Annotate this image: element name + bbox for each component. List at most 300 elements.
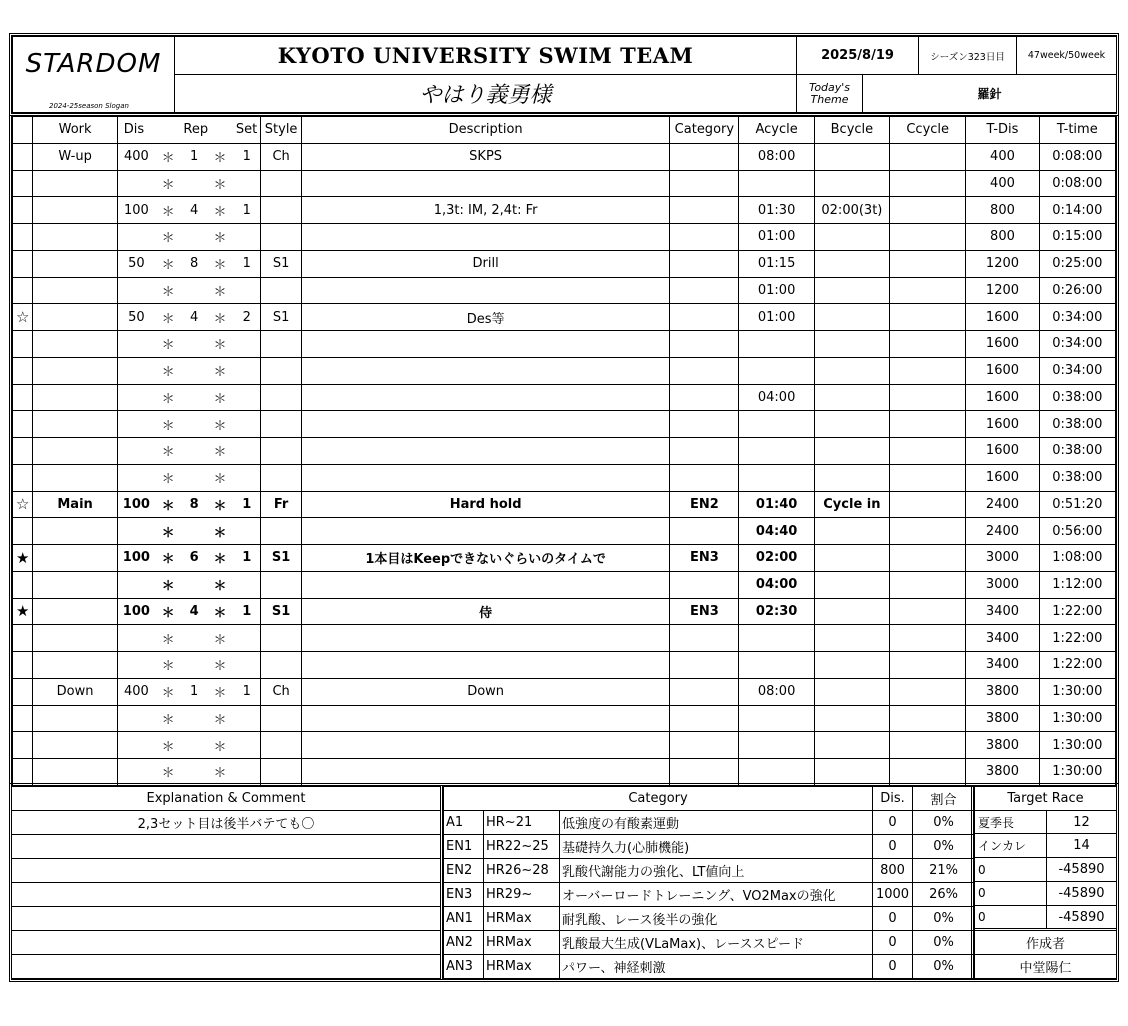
b-cycle [814, 464, 889, 491]
total-distance: 400 [966, 143, 1039, 170]
race-name: 0 [975, 858, 1047, 882]
row-mark [13, 357, 33, 384]
total-distance: 1600 [966, 464, 1039, 491]
distance [117, 571, 155, 598]
multiply-sign: ＊ [155, 224, 181, 251]
work-phase [33, 438, 117, 465]
days-until-race: 12 [1047, 810, 1117, 834]
work-phase [33, 545, 117, 572]
sets [233, 357, 260, 384]
multiply-sign: ＊ [207, 384, 233, 411]
distance [117, 224, 155, 251]
total-distance: 1200 [966, 277, 1039, 304]
row-mark: ★ [13, 598, 33, 625]
category-row [444, 907, 975, 931]
multiply-sign: ＊ [207, 518, 233, 545]
a-cycle: 04:00 [739, 384, 814, 411]
target-race-panel [974, 786, 1116, 979]
c-cycle [890, 705, 966, 732]
work-phase [33, 197, 117, 224]
work-phase [33, 652, 117, 679]
menu-row [13, 411, 1116, 438]
category [670, 143, 739, 170]
stroke-style: S1 [261, 304, 302, 331]
b-cycle [814, 598, 889, 625]
c-cycle [890, 759, 966, 786]
a-cycle [739, 625, 814, 652]
sets [233, 170, 260, 197]
heart-rate-range: HR~21 [484, 811, 560, 835]
menu-row [13, 304, 1116, 331]
description [301, 759, 669, 786]
multiply-sign: ＊ [207, 464, 233, 491]
days-until-race: 14 [1047, 834, 1117, 858]
stroke-style [261, 357, 302, 384]
distance: 400 [117, 143, 155, 170]
multiply-sign: ＊ [207, 304, 233, 331]
a-cycle [739, 357, 814, 384]
row-mark [13, 652, 33, 679]
category [670, 464, 739, 491]
repetitions: 4 [181, 598, 206, 625]
description [301, 732, 669, 759]
c-cycle [890, 384, 966, 411]
work-phase: W-up [33, 143, 117, 170]
distance [117, 384, 155, 411]
category-row [444, 835, 975, 859]
distance [117, 625, 155, 652]
a-cycle [739, 170, 814, 197]
description [301, 331, 669, 358]
explanation-title: Explanation & Comment [12, 787, 440, 811]
category-distance: 0 [873, 931, 913, 955]
menu-row [13, 598, 1116, 625]
multiply-sign: ＊ [207, 357, 233, 384]
multiply-sign: ＊ [207, 170, 233, 197]
c-cycle [890, 143, 966, 170]
category-code: AN3 [444, 955, 484, 979]
author-label: 作成者 [975, 930, 1117, 955]
days-until-race: -45890 [1047, 858, 1117, 882]
multiply-sign: ＊ [207, 438, 233, 465]
sets [233, 652, 260, 679]
distance [117, 464, 155, 491]
category-code: EN1 [444, 835, 484, 859]
total-time: 0:08:00 [1039, 170, 1115, 197]
category [670, 250, 739, 277]
repetitions [181, 170, 206, 197]
sheet-footer [9, 783, 1119, 982]
category-distance: 0 [873, 835, 913, 859]
theme-label-line1: Today's [808, 80, 851, 94]
category [670, 705, 739, 732]
stroke-style [261, 411, 302, 438]
col-dis: Dis [117, 117, 181, 144]
description: 侍 [301, 598, 669, 625]
repetitions: 8 [181, 250, 206, 277]
author-name: 中堂陽仁 [975, 955, 1117, 979]
col-style: Style [261, 117, 302, 144]
row-mark [13, 759, 33, 786]
menu-row [13, 357, 1116, 384]
category-row [444, 859, 975, 883]
total-distance: 1600 [966, 304, 1039, 331]
slogan-label: 2024-25season Slogan [49, 102, 129, 110]
a-cycle [739, 438, 814, 465]
distance [117, 438, 155, 465]
category-code: AN2 [444, 931, 484, 955]
work-phase [33, 224, 117, 251]
stroke-style [261, 277, 302, 304]
description [301, 438, 669, 465]
multiply-sign: ＊ [155, 759, 181, 786]
menu-row [13, 384, 1116, 411]
total-time: 0:34:00 [1039, 331, 1115, 358]
menu-row [13, 759, 1116, 786]
work-phase [33, 250, 117, 277]
work-phase [33, 384, 117, 411]
total-distance: 1600 [966, 384, 1039, 411]
comment-line [12, 907, 440, 931]
sheet-header [9, 33, 1119, 116]
multiply-sign: ＊ [155, 438, 181, 465]
b-cycle [814, 224, 889, 251]
total-time: 1:08:00 [1039, 545, 1115, 572]
multiply-sign: ＊ [155, 705, 181, 732]
c-cycle [890, 464, 966, 491]
work-phase [33, 331, 117, 358]
stroke-style [261, 438, 302, 465]
theme-label [797, 75, 863, 113]
b-cycle [814, 732, 889, 759]
row-mark: ★ [13, 545, 33, 572]
distance [117, 411, 155, 438]
stroke-style: S1 [261, 598, 302, 625]
multiply-sign: ＊ [155, 678, 181, 705]
row-mark [13, 411, 33, 438]
repetitions [181, 464, 206, 491]
row-mark [13, 678, 33, 705]
distance: 50 [117, 304, 155, 331]
repetitions [181, 357, 206, 384]
col-work: Work [33, 117, 117, 144]
description [301, 411, 669, 438]
category [670, 224, 739, 251]
total-time: 1:30:00 [1039, 705, 1115, 732]
total-time: 0:34:00 [1039, 304, 1115, 331]
category [670, 625, 739, 652]
total-distance: 3400 [966, 625, 1039, 652]
description [301, 705, 669, 732]
work-phase [33, 625, 117, 652]
category-ratio: 26% [913, 883, 975, 907]
distance: 100 [117, 598, 155, 625]
b-cycle [814, 143, 889, 170]
multiply-sign: ＊ [155, 732, 181, 759]
b-cycle [814, 545, 889, 572]
category-ratio: 0% [913, 931, 975, 955]
menu-row [13, 571, 1116, 598]
a-cycle: 02:30 [739, 598, 814, 625]
category-description: 基礎持久力(心肺機能) [560, 835, 873, 859]
target-race-row [975, 858, 1117, 882]
repetitions [181, 759, 206, 786]
stroke-style [261, 224, 302, 251]
multiply-sign: ＊ [207, 277, 233, 304]
menu-row [13, 625, 1116, 652]
category [670, 759, 739, 786]
menu-row [13, 518, 1116, 545]
category [670, 571, 739, 598]
b-cycle [814, 250, 889, 277]
description [301, 384, 669, 411]
b-cycle [814, 170, 889, 197]
row-mark [13, 250, 33, 277]
a-cycle [739, 464, 814, 491]
theme-label-line2: Theme [810, 92, 849, 106]
total-distance: 3800 [966, 705, 1039, 732]
b-cycle [814, 625, 889, 652]
repetitions: 6 [181, 545, 206, 572]
category-dis-label: Dis. [873, 787, 913, 811]
category-title: Category [444, 787, 873, 811]
col-mark [13, 117, 33, 144]
stroke-style [261, 518, 302, 545]
row-mark [13, 438, 33, 465]
category-description: 乳酸最大生成(VLaMax)、レーススピード [560, 931, 873, 955]
a-cycle: 01:00 [739, 304, 814, 331]
target-race-title: Target Race [975, 787, 1117, 811]
total-time: 1:22:00 [1039, 625, 1115, 652]
sets: 1 [233, 545, 260, 572]
category-distance: 0 [873, 907, 913, 931]
days-until-race: -45890 [1047, 905, 1117, 930]
total-time: 0:14:00 [1039, 197, 1115, 224]
category [670, 357, 739, 384]
row-mark [13, 277, 33, 304]
work-phase [33, 598, 117, 625]
category-distance: 0 [873, 811, 913, 835]
stroke-style [261, 705, 302, 732]
total-distance: 3400 [966, 652, 1039, 679]
sets [233, 759, 260, 786]
multiply-sign: ＊ [155, 331, 181, 358]
heart-rate-range: HRMax [484, 955, 560, 979]
c-cycle [890, 598, 966, 625]
distance [117, 357, 155, 384]
sets [233, 438, 260, 465]
category-ratio-label: 割合 [913, 787, 975, 811]
multiply-sign: ＊ [207, 652, 233, 679]
practice-menu [9, 116, 1119, 786]
total-distance: 3000 [966, 571, 1039, 598]
category-description: 低強度の有酸素運動 [560, 811, 873, 835]
sets: 1 [233, 678, 260, 705]
heart-rate-range: HR22~25 [484, 835, 560, 859]
distance: 100 [117, 197, 155, 224]
row-mark [13, 384, 33, 411]
multiply-sign: ＊ [155, 625, 181, 652]
col-rep: Rep [181, 117, 233, 144]
target-race-row [975, 834, 1117, 858]
stroke-style: S1 [261, 545, 302, 572]
category-distance: 800 [873, 859, 913, 883]
target-race-row [975, 810, 1117, 834]
category-panel [443, 786, 974, 979]
b-cycle [814, 438, 889, 465]
c-cycle [890, 331, 966, 358]
multiply-sign: ＊ [155, 143, 181, 170]
multiply-sign: ＊ [207, 625, 233, 652]
distance [117, 331, 155, 358]
row-mark [13, 705, 33, 732]
distance [117, 277, 155, 304]
b-cycle [814, 705, 889, 732]
total-time: 0:38:00 [1039, 384, 1115, 411]
c-cycle [890, 571, 966, 598]
total-time: 0:25:00 [1039, 250, 1115, 277]
distance [117, 705, 155, 732]
repetitions: 4 [181, 197, 206, 224]
b-cycle [814, 518, 889, 545]
row-mark: ☆ [13, 491, 33, 518]
stroke-style [261, 464, 302, 491]
total-time: 1:22:00 [1039, 598, 1115, 625]
multiply-sign: ＊ [207, 545, 233, 572]
multiply-sign: ＊ [155, 384, 181, 411]
row-mark [13, 571, 33, 598]
menu-row [13, 197, 1116, 224]
description [301, 170, 669, 197]
total-time: 0:56:00 [1039, 518, 1115, 545]
description: Drill [301, 250, 669, 277]
b-cycle [814, 357, 889, 384]
description: 1本目はKeepできないぐらいのタイムで [301, 545, 669, 572]
description [301, 224, 669, 251]
a-cycle: 02:00 [739, 545, 814, 572]
c-cycle [890, 438, 966, 465]
work-phase [33, 759, 117, 786]
repetitions [181, 652, 206, 679]
c-cycle [890, 625, 966, 652]
category [670, 652, 739, 679]
category [670, 277, 739, 304]
menu-row [13, 491, 1116, 518]
multiply-sign: ＊ [207, 143, 233, 170]
a-cycle: 04:00 [739, 571, 814, 598]
b-cycle [814, 678, 889, 705]
category-ratio: 0% [913, 955, 975, 979]
sets: 1 [233, 598, 260, 625]
category-distance: 1000 [873, 883, 913, 907]
category-code: AN1 [444, 907, 484, 931]
comment-line [12, 931, 440, 955]
work-phase: Down [33, 678, 117, 705]
b-cycle [814, 652, 889, 679]
stroke-style [261, 571, 302, 598]
menu-row [13, 170, 1116, 197]
total-distance: 3800 [966, 732, 1039, 759]
total-time: 0:08:00 [1039, 143, 1115, 170]
total-distance: 3000 [966, 545, 1039, 572]
season-day: シーズン323日目 [919, 37, 1017, 75]
menu-row [13, 224, 1116, 251]
multiply-sign: ＊ [155, 464, 181, 491]
multiply-sign: ＊ [207, 224, 233, 251]
stroke-style [261, 170, 302, 197]
description [301, 652, 669, 679]
total-time: 1:30:00 [1039, 678, 1115, 705]
week-counter: 47week/50week [1017, 37, 1117, 75]
category [670, 438, 739, 465]
menu-row [13, 464, 1116, 491]
repetitions [181, 277, 206, 304]
repetitions [181, 331, 206, 358]
work-phase [33, 732, 117, 759]
category-row [444, 931, 975, 955]
total-time: 0:38:00 [1039, 438, 1115, 465]
sets [233, 571, 260, 598]
total-time: 0:34:00 [1039, 357, 1115, 384]
menu-row [13, 545, 1116, 572]
keishin-label: 羅針 [863, 75, 1117, 113]
description [301, 357, 669, 384]
menu-row [13, 143, 1116, 170]
category-distance: 0 [873, 955, 913, 979]
a-cycle [739, 331, 814, 358]
description: Down [301, 678, 669, 705]
sets: 1 [233, 143, 260, 170]
work-phase [33, 304, 117, 331]
a-cycle: 01:15 [739, 250, 814, 277]
description [301, 277, 669, 304]
col-bcycle: Bcycle [814, 117, 889, 144]
today-theme: やはり義勇様 [175, 75, 797, 113]
total-distance: 2400 [966, 491, 1039, 518]
sets [233, 705, 260, 732]
multiply-sign: ＊ [207, 331, 233, 358]
description [301, 518, 669, 545]
work-phase: Main [33, 491, 117, 518]
comment-line [12, 835, 440, 859]
heart-rate-range: HRMax [484, 931, 560, 955]
multiply-sign: ＊ [155, 411, 181, 438]
b-cycle [814, 331, 889, 358]
category: EN3 [670, 545, 739, 572]
total-time: 1:30:00 [1039, 759, 1115, 786]
multiply-sign: ＊ [207, 250, 233, 277]
c-cycle [890, 304, 966, 331]
comment-line [12, 859, 440, 883]
menu-row [13, 652, 1116, 679]
multiply-sign: ＊ [155, 571, 181, 598]
c-cycle [890, 250, 966, 277]
multiply-sign: ＊ [155, 170, 181, 197]
category-description: 乳酸代謝能力の強化、LT値向上 [560, 859, 873, 883]
menu-row [13, 438, 1116, 465]
b-cycle: 02:00(3t) [814, 197, 889, 224]
description: Des等 [301, 304, 669, 331]
description [301, 464, 669, 491]
race-name: インカレ [975, 834, 1047, 858]
heart-rate-range: HR29~ [484, 883, 560, 907]
row-mark [13, 625, 33, 652]
a-cycle [739, 652, 814, 679]
distance: 50 [117, 250, 155, 277]
stroke-style [261, 732, 302, 759]
category-ratio: 0% [913, 811, 975, 835]
total-time: 0:38:00 [1039, 411, 1115, 438]
